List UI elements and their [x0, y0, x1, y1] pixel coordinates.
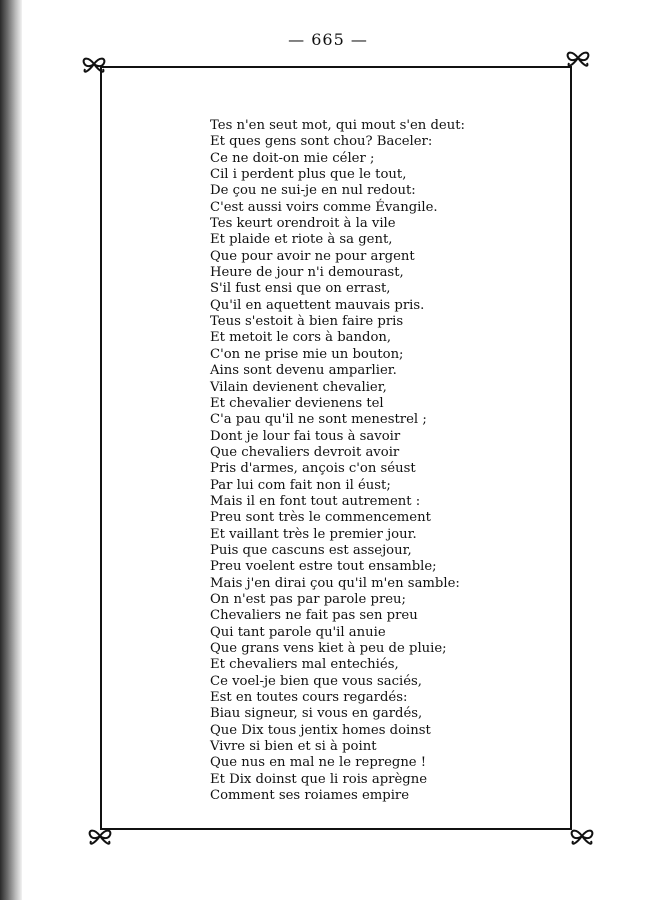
- poem-line: Est en toutes cours regardés:: [210, 690, 408, 706]
- poem-line: Comment ses roiames empire: [210, 788, 410, 804]
- poem-line: Et ques gens sont chou? Baceler:: [210, 134, 433, 150]
- poem-line: Tes keurt orendroit à la vile: [210, 216, 396, 232]
- poem-line: S'il fust ensi que on errast,: [210, 281, 391, 297]
- poem-line: Ce voel-je bien que vous saciés,: [210, 673, 422, 689]
- poem-line: Que grans vens kiet à peu de pluie;: [210, 641, 447, 656]
- poem-line: Que chevaliers devroit avoir: [210, 444, 400, 460]
- poem-line: Et chevalier devienens tel: [210, 395, 384, 411]
- poem-line: Que Dix tous jentix homes doinst: [210, 722, 431, 738]
- poem-line: Et metoit le cors à bandon,: [210, 330, 392, 346]
- poem-line: Pris d'armes, ançois c'on séust: [210, 461, 416, 477]
- poem-line: Biau signeur, si vous en gardés,: [210, 706, 423, 722]
- poem-line: Puis que cascuns est assejour,: [210, 542, 412, 558]
- poem-line: On n'est pas par parole preu;: [210, 591, 406, 607]
- poem-line: Ce ne doit-on mie céler ;: [210, 150, 375, 166]
- poem-line: Heure de jour n'i demourast,: [210, 265, 404, 281]
- poem-line: Et plaide et riote à sa gent,: [210, 232, 393, 248]
- corner-ornament-bottom-right-icon: [568, 822, 596, 850]
- poem-line: C'est aussi voirs comme Évangile.: [210, 199, 438, 215]
- page-number: — 665 —: [288, 30, 368, 49]
- poem-line: Et vaillant très le premier jour.: [210, 526, 417, 542]
- poem-line: Ains sont devenu amparlier.: [210, 363, 397, 379]
- poem-line: Et Dix doinst que li rois aprègne: [210, 771, 428, 787]
- poem-line: Dont je lour fai tous à savoir: [210, 428, 401, 444]
- poem-line: Qu'il en aquettent mauvais pris.: [210, 297, 425, 313]
- poem-line: C'on ne prise mie un bouton;: [210, 346, 404, 362]
- poem-line: Que nus en mal ne le repregne !: [210, 755, 427, 771]
- poem-line: Preu sont très le commencement: [210, 510, 431, 526]
- corner-ornament-top-left-icon: [80, 50, 108, 78]
- poem-line: Vilain devienent chevalier,: [210, 379, 387, 395]
- poem-line: Vivre si bien et si à point: [210, 739, 377, 755]
- poem-line: Et chevaliers mal entechiés,: [210, 657, 399, 673]
- book-binding-shadow: [0, 0, 22, 900]
- poem-line: Qui tant parole qu'il anuie: [210, 624, 386, 640]
- poem-line: De çou ne sui-je en nul redout:: [210, 183, 416, 199]
- poem-line: Cil i perdent plus que le tout,: [210, 167, 407, 183]
- poem-line: Que pour avoir ne pour argent: [210, 248, 415, 264]
- poem-line: Par lui com fait non il éust;: [210, 477, 391, 493]
- corner-ornament-bottom-left-icon: [86, 822, 114, 850]
- poem-line: Mais j'en dirai çou qu'il m'en samble:: [210, 575, 460, 591]
- poem-line: C'a pau qu'il ne sont menestrel ;: [210, 412, 427, 428]
- corner-ornament-top-right-icon: [564, 44, 592, 72]
- poem-verses: [210, 118, 540, 804]
- poem-line: Tes n'en seut mot, qui mout s'en deut:: [210, 118, 465, 133]
- poem-line: Preu voelent estre tout ensamble;: [210, 559, 437, 575]
- poem-line: Chevaliers ne fait pas sen preu: [210, 608, 418, 624]
- poem-line: Mais il en font tout autrement :: [210, 493, 421, 509]
- poem-line: Teus s'estoit à bien faire pris: [210, 314, 404, 330]
